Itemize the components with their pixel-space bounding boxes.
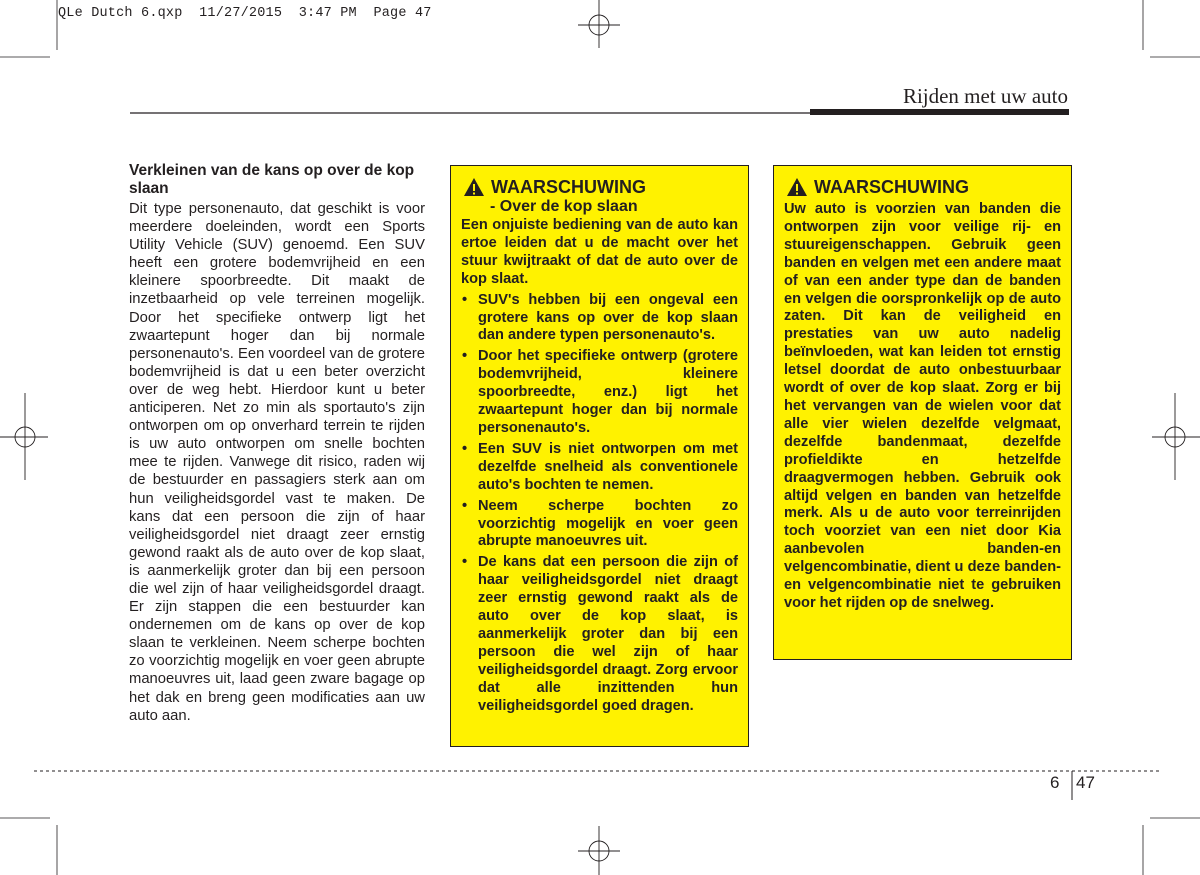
- page-number-value: 47: [1076, 773, 1095, 792]
- page-number: [1050, 773, 1095, 793]
- list-item: [461, 292, 738, 346]
- section-title: Rijden met uw auto: [902, 84, 1068, 108]
- chapter-number: 6: [1050, 773, 1060, 792]
- warning-box-tires: [773, 165, 1072, 660]
- warning-intro: Een onjuiste bediening van de auto kan ertoe leiden dat u de macht over het stuur kwijtraakt of dat de auto over de kop slaat.: [461, 217, 738, 287]
- warning-title: WAARSCHUWING: [814, 177, 969, 197]
- registration-mark-icon: [0, 393, 48, 480]
- bullet: •: [462, 554, 468, 571]
- body-text: Dit type personenauto, dat geschikt is voor meerdere doeleinden, wordt een Sports Utility Vehicle (SUV) genoemd. Een SUV heeft een grotere bodemvrijheid en een kleinere spoorbreedte. Dit maakt de inzetbaarheid op vele terreinen mogelijk. Door het specifieke ontwerp ligt het zwaartepunt hoger dan bij normale personenauto's. Een voordeel van de grotere bodemvrijheid is dat u een beter overzicht over de weg hebt. Hierdoor kunt u beter anticiperen. Net zo min als sportauto's zijn ontworpen om op onverhard terrein te rijden is uw auto ontworpen om snelle bochten mee te rijden. Vanwege dit risico, raden wij de bestuurder en passagiers sterk aan om hun veiligheidsgordel vast te maken. De kans dat een persoon die zijn of haar veiligheidsgordel niet draagt zeer ernstig gewond raakt als de auto over de kop slaat, is aanmerkelijk groter dan bij een persoon die wel zijn of haar veiligheidsgordel draagt. Er zijn stappen die een bestuurder kan ondernemen om de kans op over de kop slaan te verkleinen. Neem scherpe bochten zo voorzichtig mogelijk en voer geen abrupte manoeuvres uit, laad geen zware bagage op het dak en breng geen modificaties aan uw auto aan.: [129, 201, 425, 724]
- registration-mark-icon: [578, 826, 620, 875]
- warning-title: WAARSCHUWING: [491, 177, 646, 197]
- list-item: [461, 554, 738, 715]
- bullet: •: [462, 497, 468, 514]
- list-item: [461, 348, 738, 438]
- bullet: •: [462, 291, 468, 308]
- warning-list: [461, 292, 738, 716]
- bullet: •: [462, 440, 468, 457]
- list-item-text: SUV's hebben bij een ongeval een grotere kans op over de kop slaan dan andere typen personenauto's.: [478, 291, 738, 344]
- text-column: [129, 162, 425, 725]
- warning-triangle-icon: [786, 177, 808, 197]
- header-rule-thick: [810, 109, 1069, 115]
- bullet: •: [462, 348, 468, 365]
- list-item: [461, 441, 738, 495]
- warning-header: [461, 176, 738, 198]
- list-item-text: Neem scherpe bochten zo voorzichtig mogelijk en voer geen abrupte manoeuvres uit.: [478, 497, 738, 550]
- list-item-text: Een SUV is niet ontworpen om met dezelfde snelheid als conventionele auto's bochten te nemen.: [478, 440, 738, 493]
- warning-triangle-icon: [463, 177, 485, 197]
- list-item-text: De kans dat een persoon die zijn of haar veiligheidsgordel niet draagt zeer ernstig gewond raakt als de auto over de kop slaat, is aanmerkelijk groter dan bij een persoon die wel zijn of haar veiligheidsgordel draagt. Zorg ervoor dat alle inzittenden hun veiligheidsgordel goed dragen.: [478, 554, 738, 714]
- subsection-heading: Verkleinen van de kans op over de kop slaan: [129, 162, 415, 197]
- registration-mark-icon: [578, 0, 620, 48]
- warning-box-rollover: [450, 165, 749, 747]
- registration-mark-icon: [1152, 393, 1200, 480]
- list-item: [461, 498, 738, 552]
- warning-subtitle: - Over de kop slaan: [490, 198, 638, 215]
- list-item-text: Door het specifieke ontwerp (grotere bodemvrijheid, kleinere spoorbreedte, enz.) ligt het zwaartepunt hoger dan bij normale personenauto's.: [478, 348, 738, 436]
- print-slug: QLe Dutch 6.qxp 11/27/2015 3:47 PM Page 47: [58, 6, 432, 21]
- warning-header: [784, 176, 1061, 198]
- warning-text: Uw auto is voorzien van banden die ontworpen zijn voor veilige rij- en stuureigenschappen. Gebruik geen banden en velgen met een andere maat of van een ander type dan de banden en velgen die oorspronkelijk op de auto zaten. Dit kan de veiligheid en prestaties van uw auto nadelig beïnvloeden, wat kan leiden tot ernstig letsel doordat de auto onbestuurbaar wordt of over de kop slaat. Zorg er bij het vervangen van de wielen voor dat alle vier wielen dezelfde velgmaat, dezelfde bandenmaat, dezelfde profieldikte en hetzelfde draagvermogen hebben. Gebruik ook altijd velgen en banden van hetzelfde merk. Als u de auto voor terreinrijden toch voorziet van een niet door Kia aanbevolen banden-en velgencombinatie, dient u deze banden- en velgencombinatie niet te gebruiken voor het rijden op de snelweg.: [784, 201, 1061, 611]
